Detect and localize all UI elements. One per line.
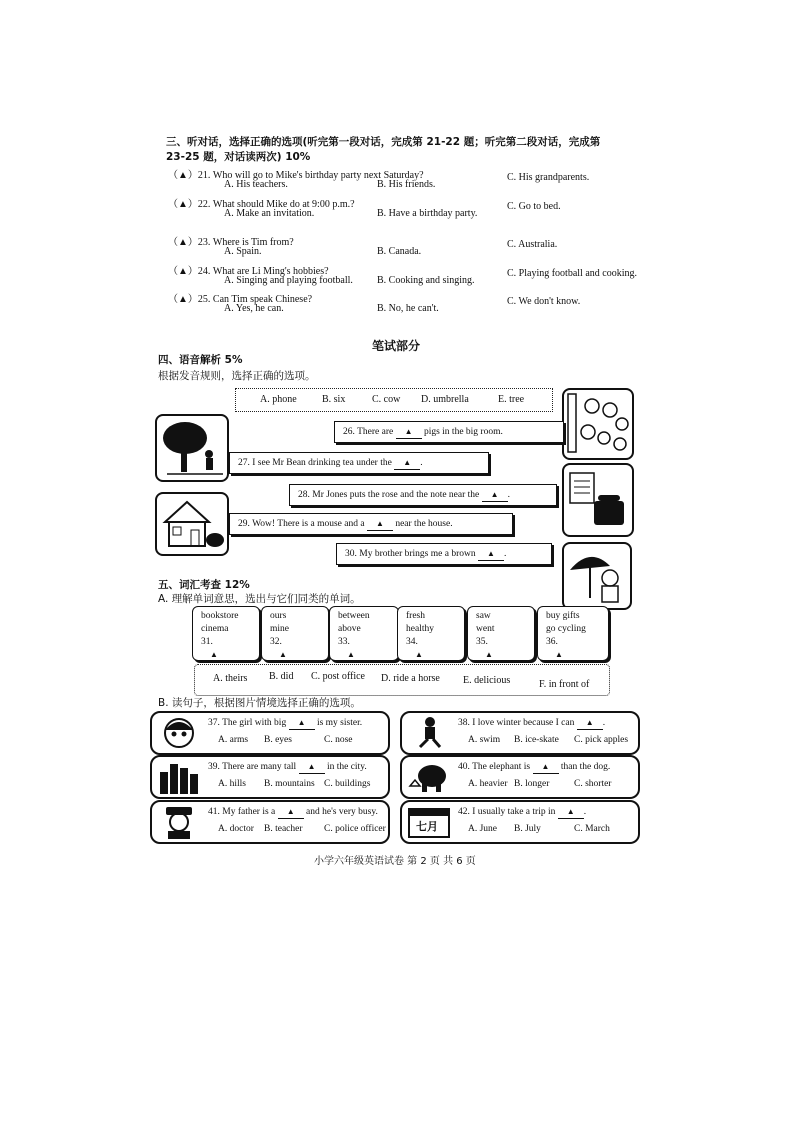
option-b: B. His friends. <box>377 179 436 190</box>
option-b: B. mountains <box>264 779 315 789</box>
section4-title: 四、语音解析 5% <box>158 354 243 366</box>
card-question: 37. The girl with big <box>208 718 289 728</box>
answer-blank[interactable]: ▲ <box>289 717 315 730</box>
answer-blank[interactable]: ▲ <box>394 457 420 470</box>
answer-blank[interactable]: ▲ <box>476 649 502 662</box>
card-question: 38. I love winter because I can <box>458 718 577 728</box>
listening-question <box>168 262 642 290</box>
vocab-word: bookstore <box>201 611 239 621</box>
q27-text-end: . <box>420 458 423 468</box>
pigs-picture <box>562 388 634 460</box>
card-question: 39. There are many tall <box>208 762 299 772</box>
answer-blank[interactable]: ▲ <box>278 806 304 819</box>
option-c: C. We don't know. <box>507 296 581 307</box>
option-b: B. teacher <box>264 824 303 834</box>
umbrella-picture <box>562 542 632 610</box>
vocab-word: above <box>338 624 361 634</box>
vocab-options-box <box>194 664 610 696</box>
written-part-title: 笔试部分 <box>372 339 421 353</box>
option-c: C. March <box>574 824 610 834</box>
card-question-end: in the city. <box>324 762 367 772</box>
option-a: A. arms <box>218 735 249 745</box>
answer-blank[interactable]: ▲ <box>478 548 504 561</box>
option-a: A. doctor <box>218 824 254 834</box>
option-b: B. No, he can't. <box>377 303 439 314</box>
option-a: A. Yes, he can. <box>224 303 284 314</box>
note-phone-picture <box>562 463 634 537</box>
answer-blank[interactable]: ▲ <box>546 649 572 662</box>
listening-question <box>168 290 642 318</box>
question-stem: 22. What should Mike do at 9:00 p.m.? <box>197 199 355 210</box>
answer-blank[interactable]: ▲ <box>558 806 584 819</box>
option-b: B. July <box>514 824 541 834</box>
q26-text: 26. There are <box>343 427 396 437</box>
answer-mark[interactable]: （▲） <box>168 266 198 277</box>
vocab-box <box>192 606 260 661</box>
tree-picture <box>155 414 229 482</box>
card-question-end: than the dog. <box>558 762 611 772</box>
question-stem: 23. Where is Tim from? <box>197 237 294 248</box>
section5-partA: A. 理解单词意思，选出与它们同类的单词。 <box>158 593 361 605</box>
answer-blank[interactable]: ▲ <box>406 649 432 662</box>
answer-mark[interactable]: （▲） <box>168 237 198 248</box>
answer-blank[interactable]: ▲ <box>367 518 393 531</box>
option-b: B. Cooking and singing. <box>377 275 475 286</box>
vocab-word: buy gifts <box>546 611 580 621</box>
option-c: C. His grandparents. <box>507 172 590 183</box>
vocab-word: went <box>476 624 495 634</box>
vocab-option: F. in front of <box>539 679 590 690</box>
phonics-option: A. phone <box>260 394 297 405</box>
option-a: A. hills <box>218 779 246 789</box>
answer-blank[interactable]: ▲ <box>396 426 422 439</box>
phonics-option: D. umbrella <box>421 394 469 405</box>
answer-blank[interactable]: ▲ <box>533 761 559 774</box>
phonics-q29 <box>229 513 513 535</box>
vocab-option: D. ride a horse <box>381 673 440 684</box>
card-question: 41. My father is a <box>208 807 278 817</box>
option-c: C. Playing football and cooking. <box>507 268 637 279</box>
q27-text: 27. I see Mr Bean drinking tea under the <box>238 458 395 468</box>
house-picture <box>155 492 229 556</box>
vocab-word: cinema <box>201 624 229 634</box>
q29-text: 29. Wow! There is a mouse and a <box>238 519 367 529</box>
q28-text-end: . <box>507 490 510 500</box>
picture-question-card <box>150 800 390 844</box>
question-stem: 25. Can Tim speak Chinese? <box>197 294 313 305</box>
vocab-number: 34. <box>406 637 418 647</box>
answer-mark[interactable]: （▲） <box>168 170 198 181</box>
vocab-box <box>467 606 535 661</box>
vocab-number: 35. <box>476 637 488 647</box>
skater-icon <box>406 716 452 750</box>
elephant-icon <box>406 760 452 794</box>
vocab-box <box>397 606 465 661</box>
vocab-word: saw <box>476 611 491 621</box>
answer-blank[interactable]: ▲ <box>270 649 296 662</box>
vocab-word: between <box>338 611 370 621</box>
card-question-end: . <box>583 807 587 817</box>
girl-icon <box>156 716 202 750</box>
section3-title-line2: 23-25 题，对话读两次) 10% <box>166 151 311 163</box>
section5-title: 五、词汇考查 12% <box>158 579 250 591</box>
city-buildings-icon <box>156 760 202 794</box>
answer-mark[interactable]: （▲） <box>168 294 198 305</box>
calendar-icon <box>406 805 452 839</box>
phonics-option: C. cow <box>372 394 401 405</box>
picture-question-card <box>400 711 640 755</box>
picture-question-card <box>150 711 390 755</box>
vocab-number: 33. <box>338 637 350 647</box>
option-b: B. ice-skate <box>514 735 559 745</box>
option-c: C. nose <box>324 735 353 745</box>
police-officer-icon <box>156 805 202 839</box>
vocab-option: E. delicious <box>463 675 511 686</box>
option-c: C. buildings <box>324 779 371 789</box>
calendar-month-label: 七月 <box>416 820 438 833</box>
question-stem: 24. What are Li Ming's hobbies? <box>197 266 329 277</box>
answer-blank[interactable]: ▲ <box>577 717 603 730</box>
option-a: A. His teachers. <box>224 179 288 190</box>
option-a: A. Make an invitation. <box>224 208 315 219</box>
answer-blank[interactable]: ▲ <box>201 649 227 662</box>
q28-text: 28. Mr Jones puts the rose and the note near the <box>298 490 482 500</box>
option-b: B. longer <box>514 779 550 789</box>
option-b: B. Canada. <box>377 246 422 257</box>
q30-text-end: . <box>503 549 507 559</box>
vocab-box <box>261 606 329 661</box>
listening-question <box>168 233 642 261</box>
option-a: A. Singing and playing football. <box>224 275 353 286</box>
vocab-option: A. theirs <box>213 673 248 684</box>
answer-blank[interactable]: ▲ <box>299 761 325 774</box>
card-question-end: and he's very busy. <box>303 807 378 817</box>
answer-blank[interactable]: ▲ <box>338 649 364 662</box>
q29-text-end: near the house. <box>392 519 453 529</box>
option-a: A. Spain. <box>224 246 262 257</box>
phonics-q30 <box>336 543 552 565</box>
phonics-q28 <box>289 484 557 506</box>
answer-mark[interactable]: （▲） <box>168 199 198 210</box>
answer-blank[interactable]: ▲ <box>482 489 508 502</box>
listening-question <box>168 195 642 223</box>
option-b: B. Have a birthday party. <box>377 208 478 219</box>
vocab-word: go cycling <box>546 624 586 634</box>
phonics-option: B. six <box>322 394 346 405</box>
listening-question <box>168 166 642 194</box>
option-c: C. shorter <box>574 779 612 789</box>
question-stem: 21. Who will go to Mike's birthday party next Saturday? <box>197 170 424 181</box>
option-c: C. Go to bed. <box>507 201 561 212</box>
vocab-number: 32. <box>270 637 282 647</box>
option-c: C. Australia. <box>507 239 558 250</box>
q26-text-end: pigs in the big room. <box>421 427 503 437</box>
phonics-q27 <box>229 452 489 474</box>
vocab-word: mine <box>270 624 289 634</box>
vocab-number: 31. <box>201 637 213 647</box>
section3-title-line1: 三、听对话，选择正确的选项(听完第一段对话，完成第 21-22 题；听完第二段对话，完成第 <box>166 136 601 148</box>
option-c: C. police officer <box>324 824 386 834</box>
vocab-option: B. did <box>269 671 294 682</box>
option-c: C. pick apples <box>574 735 629 745</box>
card-question: 40. The elephant is <box>458 762 533 772</box>
picture-question-card <box>400 755 640 799</box>
vocab-option: C. post office <box>311 671 365 682</box>
vocab-number: 36. <box>546 637 558 647</box>
card-question-end: . <box>602 718 606 728</box>
phonics-options-box <box>235 388 553 412</box>
vocab-word: healthy <box>406 624 434 634</box>
picture-question-card <box>150 755 390 799</box>
option-b: B. eyes <box>264 735 292 745</box>
option-a: A. June <box>468 824 498 834</box>
section5-partB: B. 读句子，根据图片情境选择正确的选项。 <box>158 697 361 709</box>
q30-text: 30. My brother brings me a brown <box>345 549 478 559</box>
phonics-q26 <box>334 421 564 443</box>
vocab-box <box>537 606 609 661</box>
phonics-option: E. tree <box>498 394 525 405</box>
option-a: A. heavier <box>468 779 508 789</box>
section4-instruction: 根据发音规则，选择正确的选项。 <box>158 370 316 382</box>
vocab-box <box>329 606 399 661</box>
card-question: 42. I usually take a trip in <box>458 807 558 817</box>
picture-question-card <box>400 800 640 844</box>
vocab-word: fresh <box>406 611 425 621</box>
card-question-end: is my sister. <box>314 718 363 728</box>
page-footer: 小学六年级英语试卷 第 2 页 共 6 页 <box>314 856 476 867</box>
vocab-word: ours <box>270 611 287 621</box>
option-a: A. swim <box>468 735 501 745</box>
